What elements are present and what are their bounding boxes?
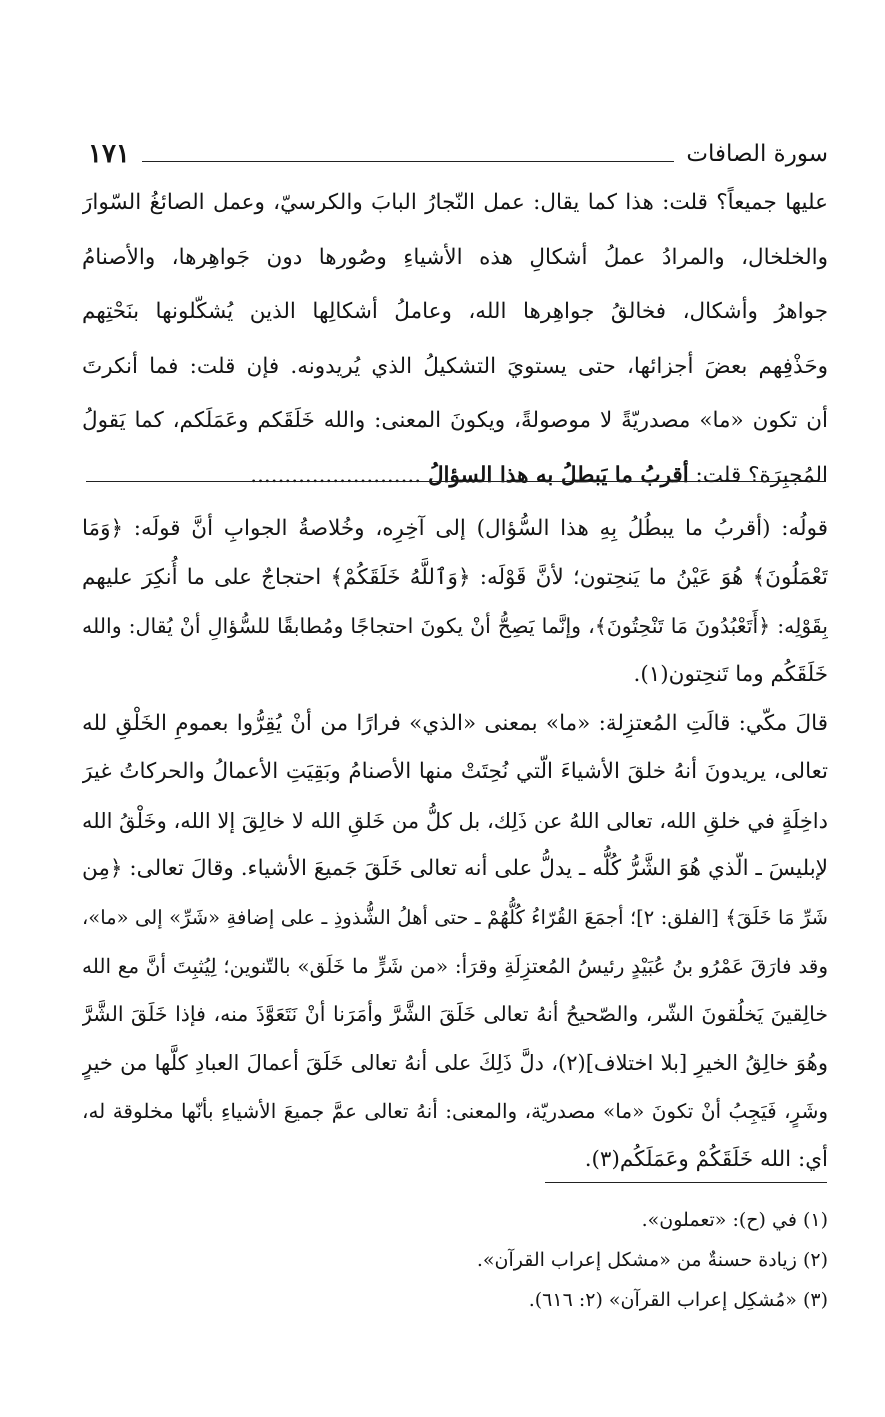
commentary-line: وهُوَ خالِقُ الخيرِ [بلا اختلاف](٢)، دلَّ ذَلِكَ على أنهُ تعالى خَلَقَ أعمالَ العبادِ كلَّها من خيرٍ [82,1050,828,1075]
section-divider [86,481,826,482]
footnote: (٣) «مُشكِل إعراب القرآن» (٢: ٦١٦). [528,1289,828,1311]
page-number: ١٧١ [88,139,130,169]
commentary-line: خالِقينَ يَخلُقونَ الشّر، والصّحيحُ أنهُ تعالى خَلَقَ الشَّرَّ وأمَرَنا أنْ نَتَعَوَّذَ منه، فإذا خَلَقَ الشَّرَّ [82,1002,828,1027]
commentary-paragraph-1 [82,505,828,699]
commentary-line: خَلَقَكُم وما تَنحِتون(١). [633,661,828,687]
commentary-line: قالَ مكّي: قالَتِ المُعتزِلة: «ما» بمعنى «الذي» فرارًا من أنْ يُقِرُّوا بعمومِ الخَلْقِ لله [82,711,828,736]
quote-last-line [82,449,828,504]
quote-ellipsis: ......................... [250,462,422,488]
quote-line: المُجبِرَة؟ قلت: [695,462,828,488]
quote-line: أن تكون «ما» مصدريّةً لا موصولةً، ويكونَ المعنى: والله خَلَقَكم وعَمَلَكم، كما يَقولُ [82,408,828,434]
quote-line: جواهرُ وأشكال، فخالقُ جواهِرها الله، وعاملُ أشكالِها الذين يُشكّلونها بنَحْتِهم [82,299,828,325]
footnote: (١) في (ح): «تعملون». [641,1209,828,1231]
commentary-line: وقد فارَقَ عَمْرُو بنُ عُبَيْدٍ رئيسُ المُعتزِلَةِ وقرَأ: «من شَرٍّ ما خَلَق» بالتّنوين؛ لِيُثبِتَ أنَّ مع الله [82,953,828,978]
surah-title: سورة الصافات [686,141,828,167]
quote-line: والخلخال، والمرادُ عملُ أشكالِ هذه الأشياءِ وصُورها دون جَواهِرها، والأصنامُ [82,244,828,270]
quoted-source-text [82,176,828,504]
commentary-line: داخِلَةٍ في خلقِ الله، تعالى اللهُ عن ذَلِك، بل كلُّ من خَلقِ الله لا خالِقَ إلا الله، وخَلْقُ الله [82,808,828,833]
commentary-line: وشَرٍ، فَيَجِبُ أنْ تكونَ «ما» مصدريّة، والمعنى: أنهُ تعالى عمَّ جميعَ الأشياءِ بأنّها مخلوقة له، [82,1099,828,1124]
footnotes [300,1200,828,1320]
commentary-line: لإبليسَ ـ الّذي هُوَ الشَّرُّ كُلُّه ـ يدلُّ على أنه تعالى خَلَقَ جَميعَ الأشياء. وقالَ تعالى: ﴿مِن [82,856,828,882]
running-header [88,122,828,170]
commentary-line: قولُه: (أقربُ ما يبطُلُ بِهِ هذا السُّؤال) إلى آخِرِه، وخُلاصةُ الجوابِ أنَّ قولَه: ﴿وَمَا [82,516,828,541]
quote-bold-phrase: أقربُ ما يَبطلُ به هذا السؤالُ [427,462,689,488]
quote-line: وحَذْفِهم بعضَ أجزائها، حتى يستويَ التشكيلُ الذي يُريدونه. فإن قلت: فما أنكرتَ [82,353,828,379]
footnote-rule [545,1182,827,1183]
quote-line: عليها جميعاً؟ قلت: هذا كما يقال: عمل النّجارُ البابَ والكرسيّ، وعمل الصائغُ السّوارَ [82,190,828,215]
commentary-line: بِقَوْلِه: ﴿أَتَعْبُدُونَ مَا تَنْحِتُونَ﴾، وإنَّما يَصِحُّ أنْ يكونَ احتجاجًا ومُطابقًا للسُّؤالِ أنْ يُقال: والله [82,614,828,638]
footnote: (٢) زيادة حسنةٌ من «مشكل إعراب القرآن». [476,1249,828,1271]
commentary-line: أي: الله خَلَقَكُمْ وعَمَلَكُم(٣). [584,1146,828,1172]
commentary-line: تَعْمَلُونَ﴾ هُوَ عَيْنُ ما يَنحِتون؛ لأنَّ قَوْلَه: ﴿وَٱللَّهُ خَلَقَكُمْ﴾ احتجاجٌ على ما أُنكِرَ عليهم [82,564,828,590]
commentary-line: شَرِّ مَا خَلَقَ﴾ [الفلق: ٢]؛ أجمَعَ القُرّاءُ كُلُّهُمْ ـ حتى أهلُ الشُّذوذِ ـ على إضافةِ «شَرِّ» إلى «ما»، [82,905,828,929]
header-rule [142,161,674,162]
commentary-line: تعالى، يريدونَ أنهُ خلقَ الأشياءَ الّتي نُحِتَتْ منها الأصنامُ وبَقِيَتِ الأعمالُ والحركاتُ غيرَ [82,759,828,785]
commentary-paragraph-2 [82,700,828,1184]
